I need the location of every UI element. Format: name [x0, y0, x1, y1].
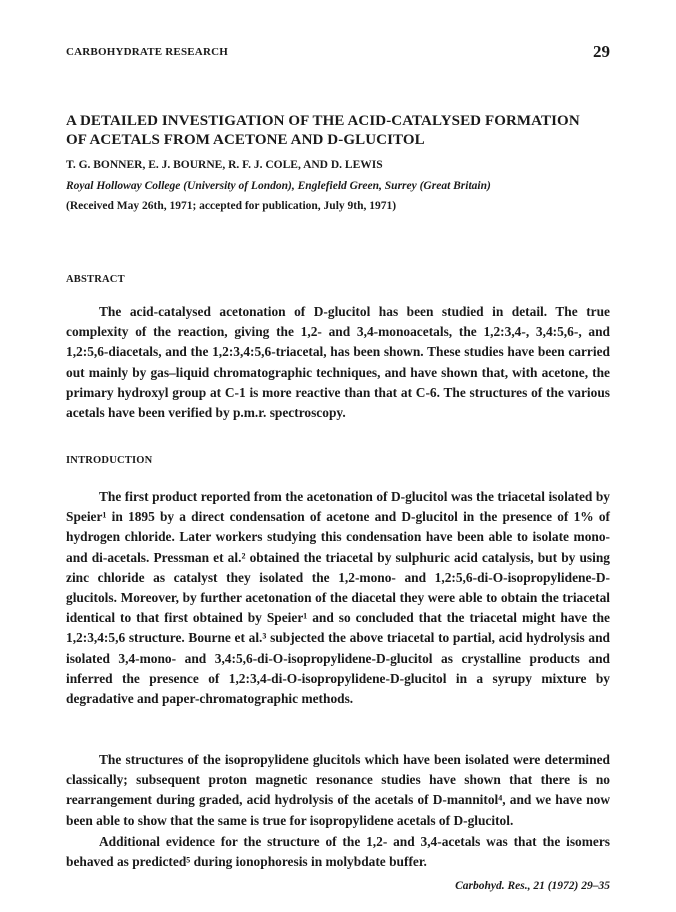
affiliation: Royal Holloway College (University of London), Englefield Green, Surrey (Great Britain) — [66, 180, 491, 192]
received-dates: (Received May 26th, 1971; accepted for publication, July 9th, 1971) — [66, 200, 397, 212]
abstract-text: The acid-catalysed acetonation of D-glucitol has been studied in detail. The true complexity of the reaction, giving the 1,2- and 3,4-monoacetals, the 1,2:3,4-, 3,4:5,6-, and 1,2:5,6-diacetals, and the 1,2:3,4:5,6-triacetal, has been shown. These studies have been carried out mainly by gas–liquid chromatographic techniques, and have shown that, with acetone, the primary hydroxyl group at C-1 is more reactive than that at C-6. The structures of the various acetals have been verified by p.m.r. spectroscopy. — [66, 304, 610, 421]
article-title — [66, 112, 626, 150]
introduction-paragraph-3: Additional evidence for the structure of the 1,2- and 3,4-acetals was that the isomers behaved as predicted⁵ during ionophoresis in molybdate buffer. — [66, 834, 610, 870]
page-number: 29 — [593, 42, 610, 61]
running-header — [66, 42, 610, 64]
abstract-heading: ABSTRACT — [66, 274, 125, 285]
title-line-1: A DETAILED INVESTIGATION OF THE ACID-CATALYSED FORMATION — [66, 113, 580, 129]
title-line-2: OF ACETALS FROM ACETONE AND D-GLUCITOL — [66, 132, 425, 148]
journal-citation-footer: Carbohyd. Res., 21 (1972) 29–35 — [455, 880, 610, 892]
introduction-paragraph-2: The structures of the isopropylidene glucitols which have been isolated were determined classically; subsequent proton magnetic resonance studies have shown that there is no rearrangement during graded, acid hydrolysis of the acetals of D-mannitol⁴, and we have now been able to show that the same is true for isopropylidene acetals of D-glucitol. — [66, 752, 610, 828]
introduction-paragraph-1: The first product reported from the acetonation of D-glucitol was the triacetal isolated by Speier¹ in 1895 by a direct condensation of acetone and D-glucitol in the presence of 1% of hydrogen chloride. Later workers studying this condensation have been able to isolate mono- and di-acetals. Pressman et al.² obtained the triacetal by sulphuric acid catalysis, but by using zinc chloride as catalyst they isolated the 1,2-mono- and 1,2:5,6-di-O-isopropylidene-D-glucitols. Moreover, by further acetonation of the diacetal they were able to obtain the triacetal identical to that first obtained by Speier¹ and so concluded that the triacetal might have the 1,2:3,4:5,6 structure. Bourne et al.³ subjected the above triacetal to partial, acid hydrolysis and isolated 3,4-mono- and 3,4:5,6-di-O-isopropylidene-D-glucitol as crystalline products and inferred the presence of 1,2:3,4-di-O-isopropylidene-D-glucitol in a syrupy mixture by degradative and paper-chromatographic methods. — [66, 489, 610, 707]
authors: T. G. BONNER, E. J. BOURNE, R. F. J. COLE, AND D. LEWIS — [66, 159, 383, 171]
journal-name: CARBOHYDRATE RESEARCH — [66, 46, 228, 58]
introduction-heading: INTRODUCTION — [66, 455, 153, 466]
